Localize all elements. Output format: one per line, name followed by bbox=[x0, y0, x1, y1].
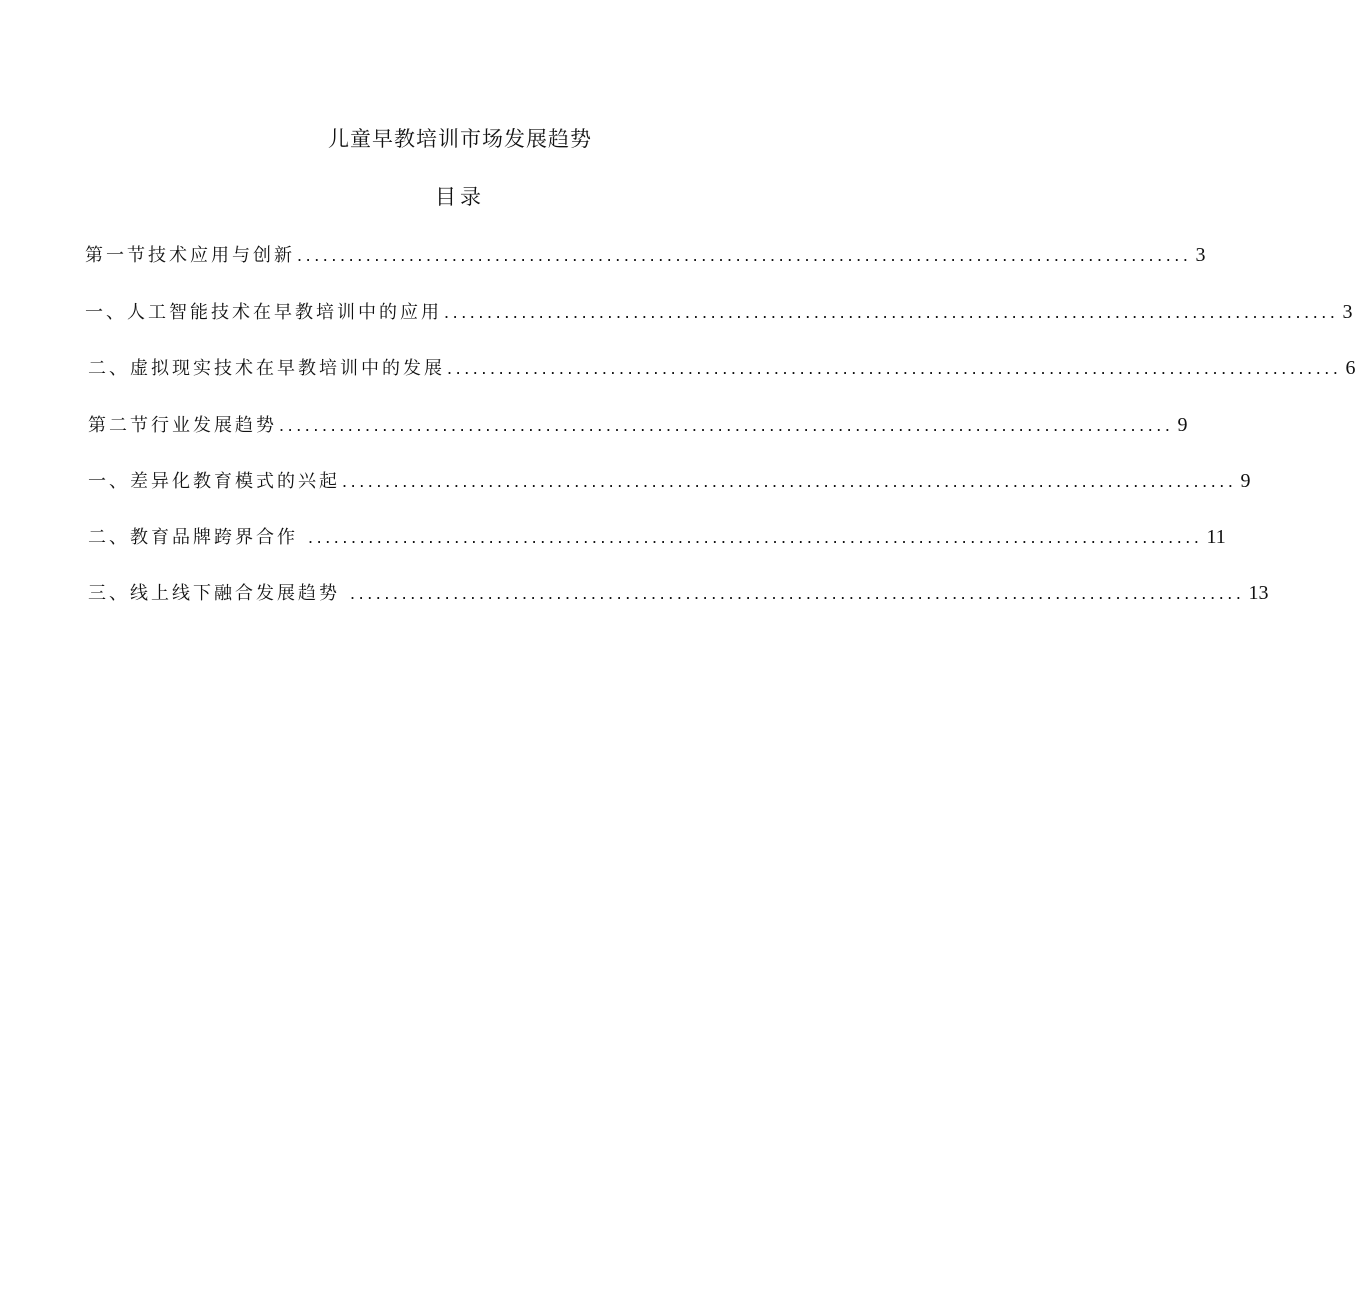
toc-entry-text: 第二节行业发展趋势 bbox=[88, 415, 277, 436]
toc-entry[interactable] bbox=[88, 410, 1188, 440]
toc-entry-text: 二、虚拟现实技术在早教培训中的发展 bbox=[88, 358, 445, 379]
toc-entry[interactable] bbox=[85, 297, 1353, 327]
toc-leader-dots: ........................................................................................................ bbox=[444, 302, 1339, 322]
toc-entry-page: 9 bbox=[1240, 470, 1251, 492]
toc-entry[interactable] bbox=[88, 353, 1356, 383]
toc-leader-dots: ........................................................................................................ bbox=[279, 415, 1174, 435]
toc-entry-text: 第一节技术应用与创新 bbox=[85, 245, 295, 266]
toc-entry-text: 一、人工智能技术在早教培训中的应用 bbox=[85, 302, 442, 323]
toc-entry-page: 9 bbox=[1177, 414, 1188, 436]
toc-heading: 目录 bbox=[435, 185, 485, 209]
toc-leader-dots: ........................................................................................................ bbox=[308, 527, 1203, 547]
toc-leader-dots: ........................................................................................................ bbox=[447, 358, 1342, 378]
toc-entry-text: 二、教育品牌跨界合作 bbox=[88, 527, 298, 548]
document-title: 儿童早教培训市场发展趋势 bbox=[328, 127, 592, 151]
toc-entry[interactable] bbox=[88, 522, 1226, 552]
toc-entry-page: 3 bbox=[1195, 244, 1206, 266]
toc-entry-page: 11 bbox=[1206, 526, 1226, 548]
toc-leader-dots: ........................................................................................................ bbox=[342, 471, 1237, 491]
toc-entry-page: 6 bbox=[1345, 357, 1356, 379]
toc-entry-page: 3 bbox=[1342, 301, 1353, 323]
toc-entry-text: 一、差异化教育模式的兴起 bbox=[88, 471, 340, 492]
toc-leader-dots: ........................................................................................................ bbox=[297, 245, 1192, 265]
toc-entry[interactable] bbox=[88, 466, 1251, 496]
toc-leader-dots: ........................................................................................................ bbox=[350, 583, 1245, 603]
toc-entry-text: 三、线上线下融合发展趋势 bbox=[88, 583, 340, 604]
toc-entry[interactable] bbox=[85, 240, 1206, 270]
toc-entry-page: 13 bbox=[1248, 582, 1269, 604]
toc-entry[interactable] bbox=[88, 578, 1269, 608]
